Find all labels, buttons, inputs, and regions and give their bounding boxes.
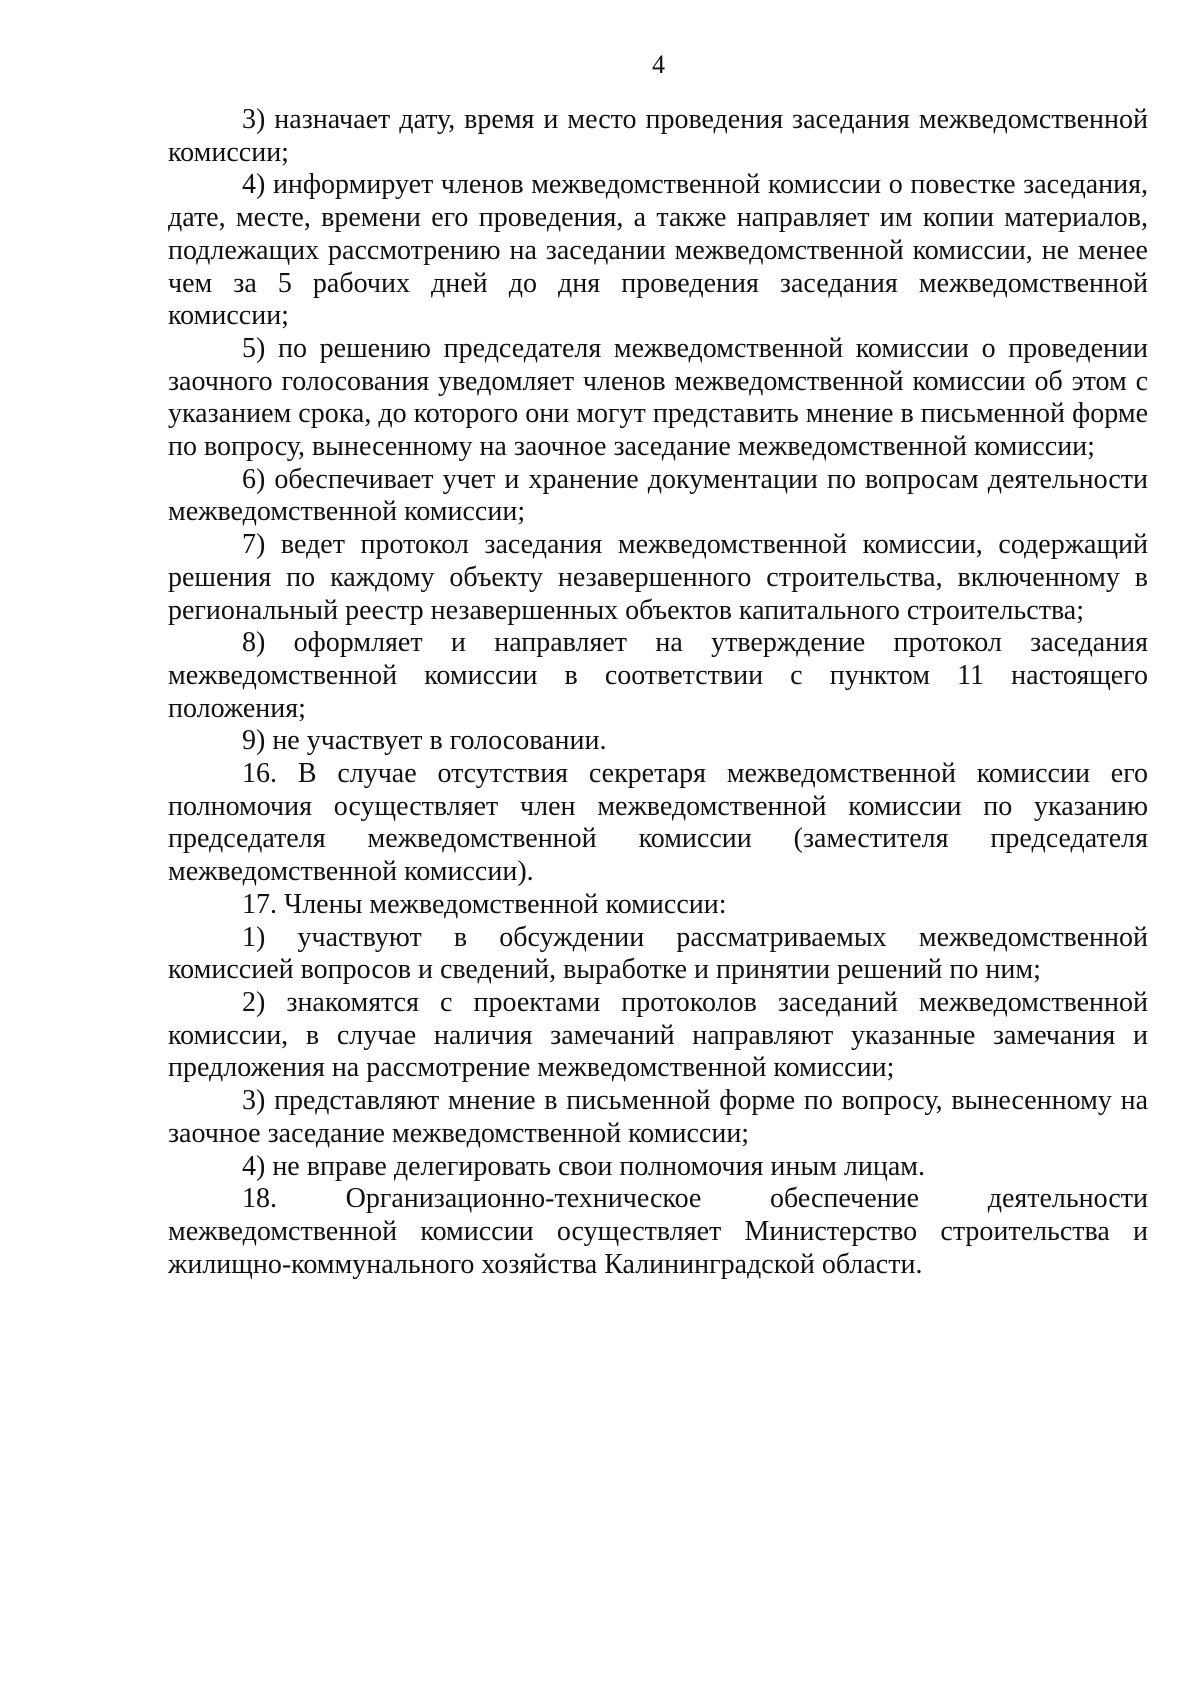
paragraph-clause-16: 16. В случае отсутствия секретаря межведомственной комиссии его полномочия осуществляет член межведомственной комиссии по указанию председателя межведомственной комиссии (заместителя председателя межведомственной комиссии). — [168, 758, 1148, 888]
paragraph-item-9: 9) не участвует в голосовании. — [242, 725, 607, 757]
document-body — [168, 104, 1148, 1281]
paragraph-item-7: 7) ведет протокол заседания межведомственной комиссии, содержащий решения по каждому объекту незавершенного строительства, включенному в региональный реестр незавершенных объектов капитального строительства; — [168, 529, 1148, 626]
paragraph-clause-17: 17. Члены межведомственной комиссии: — [242, 888, 727, 920]
paragraph-member-item-4: 4) не вправе делегировать свои полномочия иным лицам. — [242, 1150, 925, 1182]
paragraph-item-5: 5) по решению председателя межведомственной комиссии о проведении заочного голосования уведомляет членов межведомственной комиссии об этом с указанием срока, до которого они могут представить мнение в письменной форме по вопросу, вынесенному на заочное заседание межведомственной комиссии; — [168, 332, 1148, 463]
paragraph-clause-18: 18. Организационно-техническое обеспечение деятельности межведомственной комиссии осуществляет Министерство строительства и жилищно-коммунального хозяйства Калининградской области. — [168, 1183, 1148, 1280]
paragraph-item-8: 8) оформляет и направляет на утверждение протокол заседания межведомственной комиссии в соответствии с пунктом 11 настоящего положения; — [168, 627, 1148, 724]
page-number: 4 — [652, 50, 665, 79]
paragraph-item-4: 4) информирует членов межведомственной комиссии о повестке заседания, дате, месте, времени его проведения, а также направляет им копии материалов, подлежащих рассмотрению на заседании межведомственной комиссии, не менее чем за 5 рабочих дней до дня проведения заседания межведомственной комиссии; — [168, 169, 1148, 332]
paragraph-item-3: 3) назначает дату, время и место проведения заседания межведомственной комиссии; — [168, 104, 1148, 168]
paragraph-member-item-3: 3) представляют мнение в письменной форме по вопросу, вынесенному на заочное заседание межведомственной комиссии; — [168, 1085, 1148, 1149]
paragraph-item-6: 6) обеспечивает учет и хранение документации по вопросам деятельности межведомственной комиссии; — [168, 463, 1148, 528]
paragraph-member-item-1: 1) участвуют в обсуждении рассматриваемых межведомственной комиссией вопросов и сведений, выработке и принятии решений по ним; — [168, 921, 1148, 986]
paragraph-member-item-2: 2) знакомятся с проектами протоколов заседаний межведомственной комиссии, в случае наличия замечаний направляют указанные замечания и предложения на рассмотрение межведомственной комиссии; — [168, 986, 1148, 1084]
